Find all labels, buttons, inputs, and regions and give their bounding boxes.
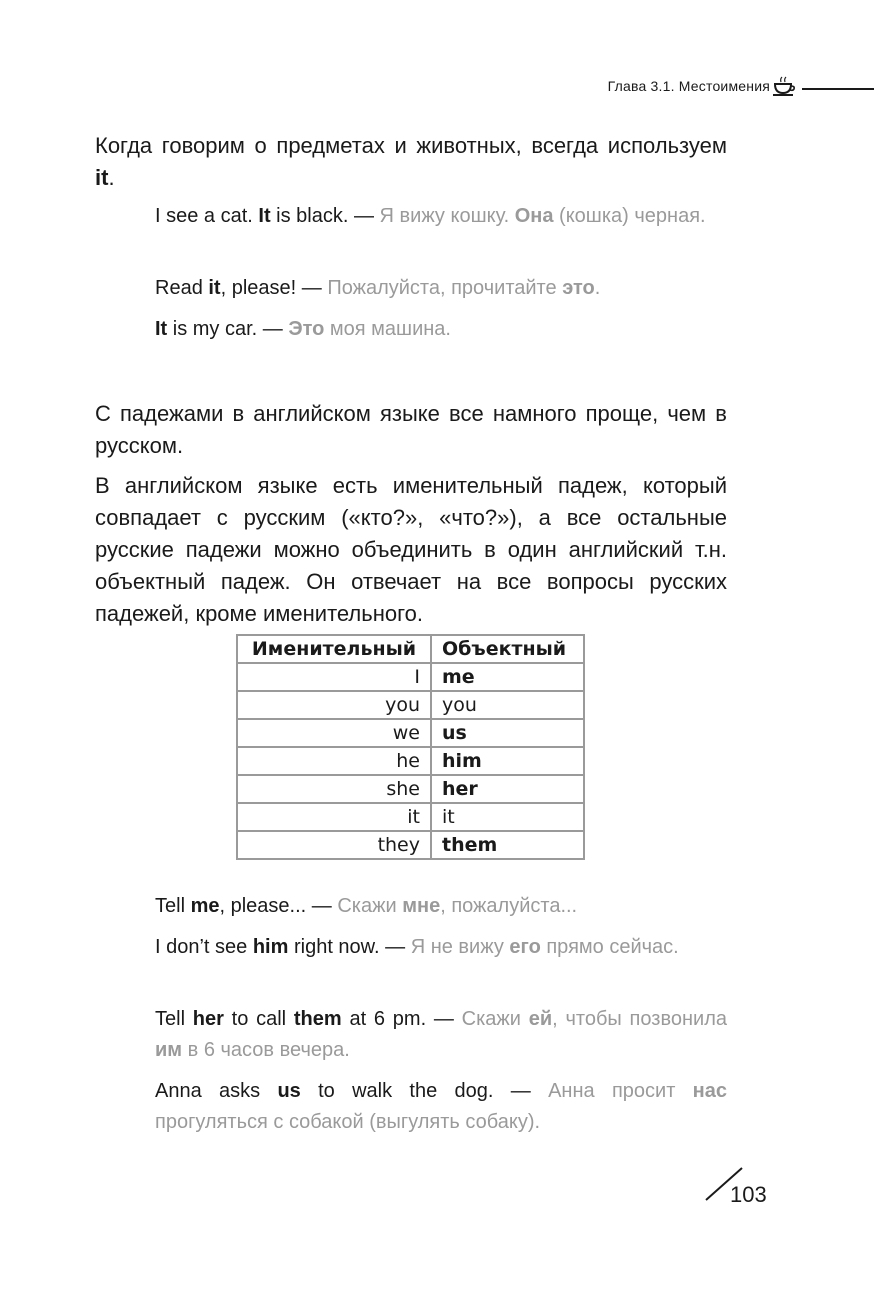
chapter-title: Глава 3.1. Местоимения [607, 78, 770, 94]
table-header-row [237, 635, 584, 663]
example-sentence: It is my car. — Это моя машина. [155, 318, 451, 340]
table-row [237, 663, 584, 691]
example-sentence: Anna asks us to walk the dog. — Анна просит нас прогуляться с собакой (выгулять собаку). [155, 1080, 727, 1133]
example-sentence: Tell me, please... — Скажи мне, пожалуйста... [155, 895, 578, 917]
nominative-cell: she [237, 775, 431, 803]
intro-paragraph: Когда говорим о предметах и животных, всегда используем it. [95, 133, 727, 190]
table-row [237, 803, 584, 831]
objective-cell: me [431, 663, 584, 691]
header-rule [802, 88, 874, 90]
teacup-icon [772, 76, 796, 98]
example-sentence: Read it, please! — Пожалуйста, прочитайте это. [155, 277, 601, 299]
example-sentence: I don’t see him right now. — Я не вижу его прямо сейчас. [155, 936, 679, 958]
page-number: 103 [730, 1182, 767, 1207]
cases-paragraph: С падежами в английском языке все намного проще, чем в русском. [95, 401, 727, 458]
objective-cell: them [431, 831, 584, 859]
column-header-objective: Объектный [431, 635, 584, 663]
objective-cell: it [431, 803, 584, 831]
example-sentence: Tell her to call them at 6 pm. — Скажи ей, чтобы позвонила им в 6 часов вечера. [155, 1008, 727, 1061]
objective-cell: him [431, 747, 584, 775]
objective-cell: us [431, 719, 584, 747]
table-row [237, 747, 584, 775]
nominative-cell: you [237, 691, 431, 719]
table-row [237, 775, 584, 803]
column-header-nominative: Именительный [237, 635, 431, 663]
nominative-cell: he [237, 747, 431, 775]
objective-case-paragraph: В английском языке есть именительный падеж, который совпадает с русским («кто?», «что?»), а все остальные русские падежи можно объединить в один английский т.н. объектный падеж. Он отвечает на все вопросы русских падежей, кроме именительного. [95, 473, 727, 626]
nominative-cell: it [237, 803, 431, 831]
nominative-cell: they [237, 831, 431, 859]
pronoun-case-table [236, 634, 585, 860]
objective-cell: you [431, 691, 584, 719]
table-row [237, 831, 584, 859]
example-sentence: I see a cat. It is black. — Я вижу кошку. Она (кошка) черная. [155, 205, 706, 227]
nominative-cell: we [237, 719, 431, 747]
nominative-cell: I [237, 663, 431, 691]
table-row [237, 691, 584, 719]
table-row [237, 719, 584, 747]
objective-cell: her [431, 775, 584, 803]
running-header [0, 76, 874, 100]
